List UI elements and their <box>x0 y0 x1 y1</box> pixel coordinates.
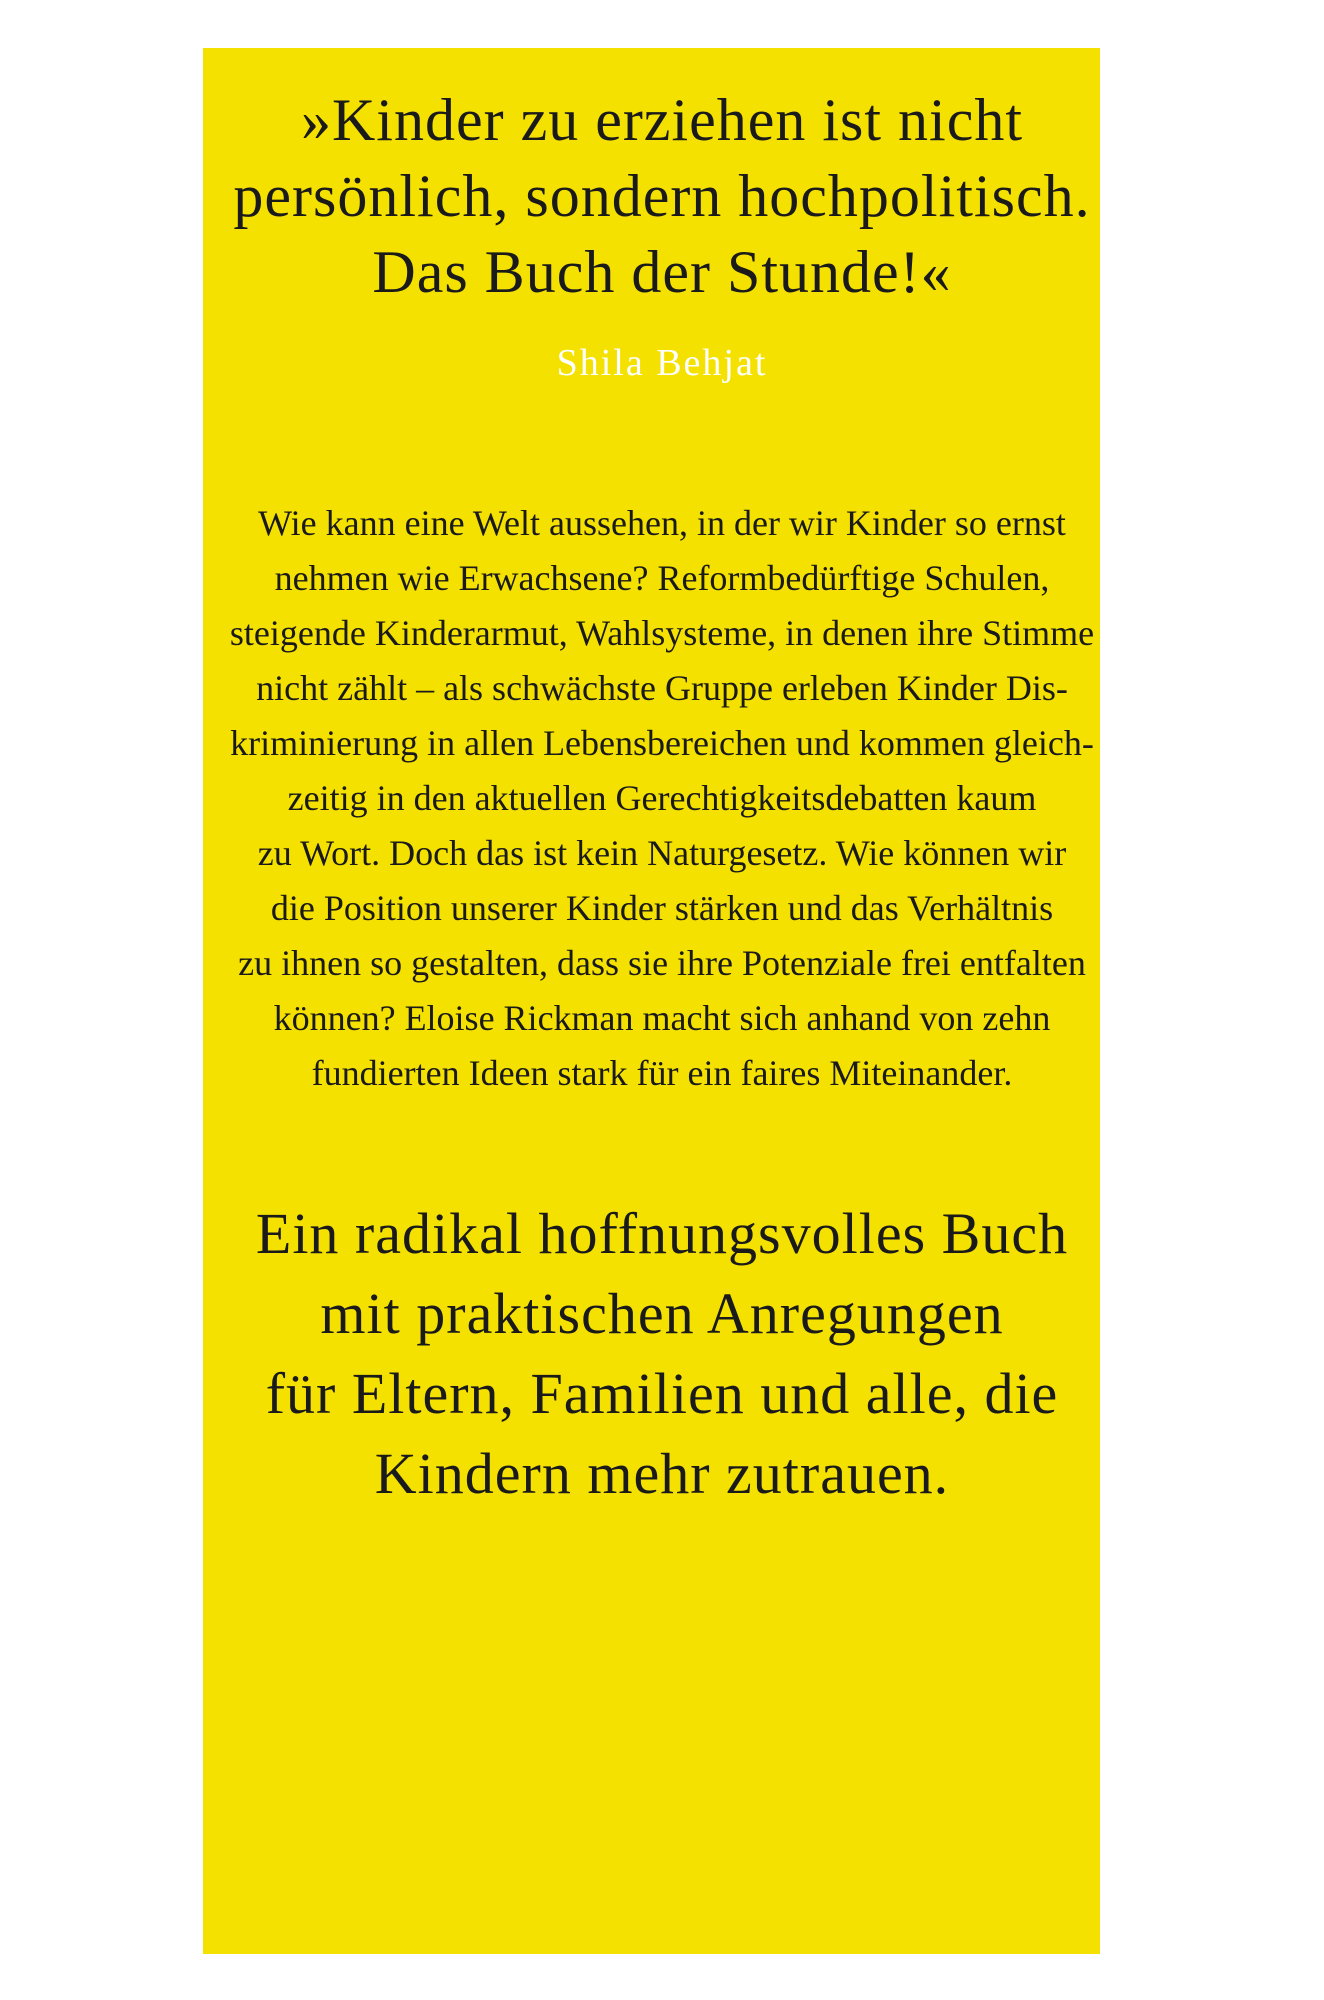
quote-line: Das Buch der Stunde!« <box>372 239 952 305</box>
description-line: nehmen wie Erwachsene? Reformbedürftige Schulen, <box>274 558 1050 598</box>
description-line: zu Wort. Doch das ist kein Naturgesetz. Wie können wir <box>257 833 1067 873</box>
description-line: zeitig in den aktuellen Gerechtigkeitsdebatten kaum <box>287 778 1037 818</box>
book-description <box>0 496 1324 1101</box>
description-line: kriminierung in allen Lebensbereichen und kommen gleich- <box>230 723 1094 763</box>
tagline-line: für Eltern, Familien und alle, die <box>265 1361 1059 1426</box>
tagline <box>0 1194 1324 1514</box>
endorsement-quote <box>0 82 1324 310</box>
quote-line: »Kinder zu erziehen ist nicht <box>300 87 1024 153</box>
description-line: zu ihnen so gestalten, dass sie ihre Potenziale frei entfalten <box>238 943 1086 983</box>
description-line: steigende Kinderarmut, Wahlsysteme, in denen ihre Stimme <box>229 613 1095 653</box>
description-line: nicht zählt – als schwächste Gruppe erleben Kinder Dis- <box>256 668 1068 708</box>
description-line: Wie kann eine Welt aussehen, in der wir Kinder so ernst <box>258 503 1066 543</box>
tagline-line: mit praktischen Anregungen <box>320 1281 1004 1346</box>
tagline-line: Kindern mehr zutrauen. <box>374 1441 950 1506</box>
description-line: können? Eloise Rickman macht sich anhand von zehn <box>273 998 1051 1038</box>
quote-author: Shila Behjat <box>556 342 768 384</box>
quote-line: persönlich, sondern hochpolitisch. <box>233 163 1091 229</box>
description-line: die Position unserer Kinder stärken und das Verhältnis <box>270 888 1054 928</box>
tagline-line: Ein radikal hoffnungsvolles Buch <box>255 1201 1069 1266</box>
description-line: fundierten Ideen stark für ein faires Miteinander. <box>311 1053 1013 1093</box>
